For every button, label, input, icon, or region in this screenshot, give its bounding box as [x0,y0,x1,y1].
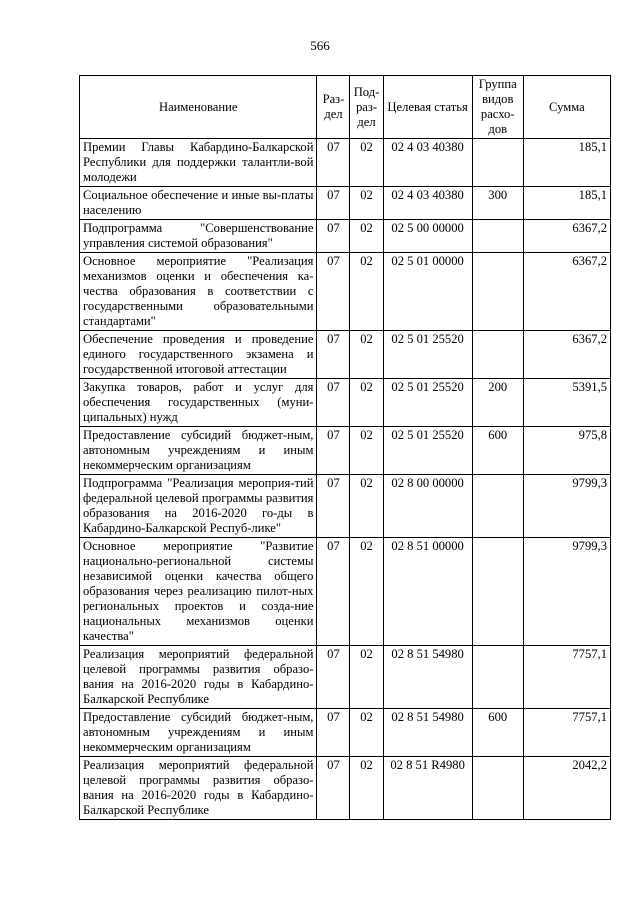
table-row [80,253,611,331]
cell-section: 07 [317,331,350,379]
cell-sum: 5391,5 [523,379,610,427]
table-body [80,139,611,820]
cell-subsection: 02 [350,709,383,757]
cell-target-article: 02 8 51 54980 [383,646,472,709]
table-row [80,709,611,757]
table-row [80,331,611,379]
table-row [80,139,611,187]
cell-target-article: 02 4 03 40380 [383,187,472,220]
cell-expense-group: 300 [472,187,523,220]
cell-name: Реализация мероприятий федеральной целевой программы развития образо-вания на 2016-2020 годы в Кабардино-Балкарской Республике [80,757,317,820]
cell-sum: 7757,1 [523,646,610,709]
cell-section: 07 [317,220,350,253]
cell-subsection: 02 [350,379,383,427]
cell-section: 07 [317,253,350,331]
cell-subsection: 02 [350,253,383,331]
table-row [80,379,611,427]
cell-subsection: 02 [350,187,383,220]
cell-target-article: 02 4 03 40380 [383,139,472,187]
cell-expense-group: 600 [472,427,523,475]
cell-name: Предоставление субсидий бюджет-ным, автономным учреждениям и иным некоммерческим организациям [80,709,317,757]
budget-table [79,75,611,820]
cell-target-article: 02 5 01 25520 [383,331,472,379]
table-row [80,475,611,538]
cell-sum: 185,1 [523,139,610,187]
header-name: Наименование [80,76,317,139]
cell-expense-group [472,475,523,538]
cell-sum: 9799,3 [523,475,610,538]
cell-subsection: 02 [350,139,383,187]
table-row [80,220,611,253]
cell-subsection: 02 [350,475,383,538]
cell-target-article: 02 8 51 54980 [383,709,472,757]
cell-name: Основное мероприятие "Реализация механизмов оценки и обеспечения ка-чества образования в соответствии с государственными образовательными стандартами" [80,253,317,331]
cell-name: Закупка товаров, работ и услуг для обеспечения государственных (муни-ципальных) нужд [80,379,317,427]
cell-expense-group: 600 [472,709,523,757]
cell-name: Реализация мероприятий федеральной целевой программы развития образо-вания на 2016-2020 годы в Кабардино-Балкарской Республике [80,646,317,709]
cell-subsection: 02 [350,220,383,253]
cell-target-article: 02 5 01 00000 [383,253,472,331]
cell-section: 07 [317,187,350,220]
cell-sum: 6367,2 [523,220,610,253]
table-row [80,427,611,475]
cell-target-article: 02 8 51 00000 [383,538,472,646]
cell-subsection: 02 [350,757,383,820]
cell-expense-group [472,331,523,379]
cell-target-article: 02 5 01 25520 [383,427,472,475]
cell-section: 07 [317,475,350,538]
cell-sum: 6367,2 [523,253,610,331]
cell-name: Обеспечение проведения и проведение единого государственного экзамена и государственной итоговой аттестации [80,331,317,379]
cell-subsection: 02 [350,427,383,475]
table-row [80,538,611,646]
cell-section: 07 [317,379,350,427]
cell-expense-group [472,757,523,820]
cell-name: Подпрограмма "Реализация мероприя-тий федеральной целевой программы развития образования на 2016-2020 го-ды в Кабардино-Балкарской Респуб-лике" [80,475,317,538]
table-row [80,757,611,820]
cell-name: Предоставление субсидий бюджет-ным, автономным учреждениям и иным некоммерческим организациям [80,427,317,475]
cell-expense-group [472,646,523,709]
cell-section: 07 [317,538,350,646]
cell-section: 07 [317,709,350,757]
cell-expense-group [472,538,523,646]
cell-expense-group [472,253,523,331]
header-sum: Сумма [523,76,610,139]
cell-sum: 2042,2 [523,757,610,820]
cell-sum: 6367,2 [523,331,610,379]
cell-subsection: 02 [350,646,383,709]
cell-target-article: 02 5 00 00000 [383,220,472,253]
cell-name: Подпрограмма "Совершенствование управления системой образования" [80,220,317,253]
cell-section: 07 [317,427,350,475]
cell-section: 07 [317,646,350,709]
cell-target-article: 02 5 01 25520 [383,379,472,427]
cell-target-article: 02 8 51 R4980 [383,757,472,820]
cell-sum: 975,8 [523,427,610,475]
cell-expense-group: 200 [472,379,523,427]
cell-target-article: 02 8 00 00000 [383,475,472,538]
cell-expense-group [472,139,523,187]
cell-name: Социальное обеспечение и иные вы-платы населению [80,187,317,220]
header-section: Раз-дел [317,76,350,139]
cell-section: 07 [317,757,350,820]
table-row [80,187,611,220]
header-expense-group: Группа видов расхо-дов [472,76,523,139]
cell-subsection: 02 [350,331,383,379]
cell-sum: 185,1 [523,187,610,220]
cell-sum: 9799,3 [523,538,610,646]
header-subsection: Под-раз-дел [350,76,383,139]
cell-section: 07 [317,139,350,187]
table-header-row [80,76,611,139]
cell-expense-group [472,220,523,253]
cell-name: Основное мероприятие "Развитие национально-региональной системы независимой оценки качества общего образования через реализацию пилот-ных региональных проектов и созда-ние национальных механизмов оценки качества" [80,538,317,646]
header-target-article: Целевая статья [383,76,472,139]
cell-name: Премии Главы Кабардино-Балкарской Республики для поддержки талантли-вой молодежи [80,139,317,187]
table-row [80,646,611,709]
cell-subsection: 02 [350,538,383,646]
page-number: 566 [310,38,330,53]
cell-sum: 7757,1 [523,709,610,757]
